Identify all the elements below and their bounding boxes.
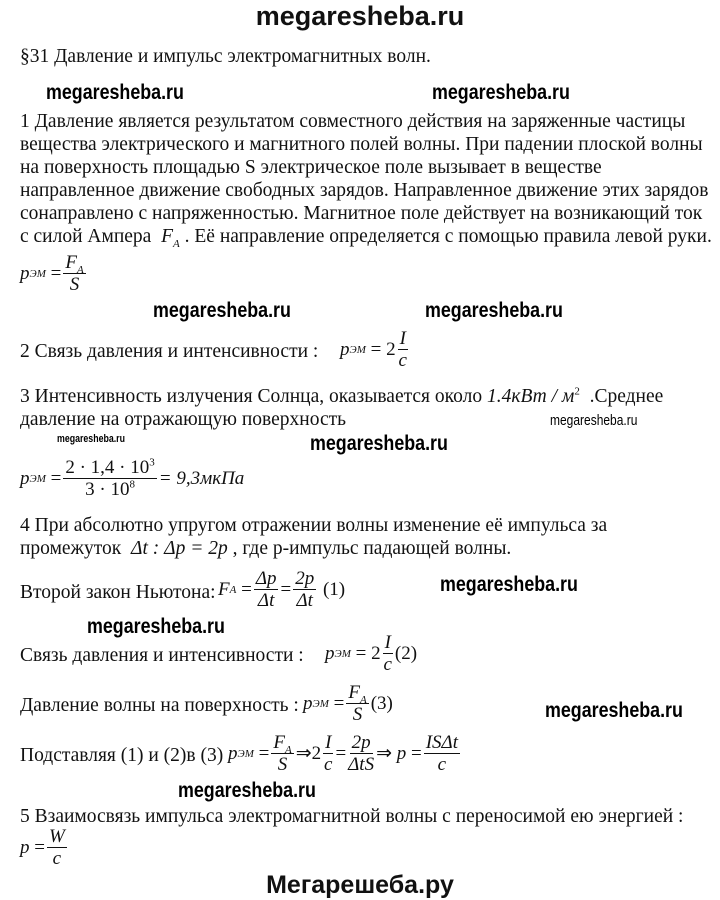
- formula-momentum-energy: p = $\frac{W}{c}$: [20, 826, 65, 869]
- item-5-text: 5 Взаимосвязь импульса электромагнитной волны с переносимой ею энергией :: [20, 806, 684, 827]
- formula-newton: F A = $\frac{\Delta p}{\Delta t}$ = $\frac{2p}{\Delta t}$ (1): [218, 568, 346, 611]
- item-3-line-1: 3 Интенсивность излучения Солнца, оказывается около $1.4кВт / м^2$ .Среднее: [20, 385, 664, 407]
- item-2-text: 2 Связь давления и интенсивности :: [20, 341, 319, 362]
- watermark: megaresheba.ru: [87, 615, 225, 638]
- watermark: megaresheba.ru: [178, 779, 316, 802]
- section-title: §31 Давление и импульс электромагнитных волн.: [20, 46, 431, 67]
- watermark: megaresheba.ru: [432, 81, 570, 104]
- watermark: megaresheba.ru: [57, 433, 125, 445]
- watermark: megaresheba.ru: [46, 81, 184, 104]
- press-label: Давление волны на поверхность :: [20, 695, 299, 716]
- item-3-line-2: давление на отражающую поверхность: [20, 409, 347, 430]
- paragraph-1: 1 Давление является результатом совместного действия на заряженные частицы вещества электрического и магнитного полей волны. При падении плоской волны на поверхность площадью S электрическое поле вызывает в веществе направленное движение свободных зарядов. Направленное движение этих зарядов сонаправлено с напряженностью. Магнитное поле действует на возникающий ток с силой Ампера $F_A$ . Её направление определяется с помощью правила левой руки.: [20, 111, 712, 250]
- formula-sun-pressure: p ЭМ = $\frac{2 \cdot 1,4 \cdot 10^3}{3 \cdot 10^8}$ = 9,3мкПа: [20, 456, 245, 500]
- formula-subst: p ЭМ = $\frac{F_A}{S}$ ⇒ 2 $\frac{I}{c}$ = $\frac{2p}{\text{ΔtS}}$ ⇒ p = $\frac{\text{ISΔt}}{c}$: [228, 732, 458, 775]
- formula-pressure: p ЭМ = $\frac{F_A}{S}$: [20, 252, 84, 295]
- subst-label: Подставляя (1) и (2)в (3): [20, 745, 224, 766]
- item-4-line-1: 4 При абсолютно упругом отражении волны изменение её импульса за: [20, 515, 608, 536]
- site-header: megaresheba.ru: [255, 1, 465, 31]
- formula-press: p ЭМ = $\frac{F_A}{S}$ (3): [303, 682, 393, 725]
- watermark: megaresheba.ru: [440, 573, 578, 596]
- watermark: megaresheba.ru: [153, 299, 291, 322]
- watermark: megaresheba.ru: [310, 432, 448, 455]
- watermark: megaresheba.ru: [545, 699, 683, 722]
- watermark: megaresheba.ru: [425, 299, 563, 322]
- formula-link: p ЭМ = 2 $\frac{I}{c}$ (2): [325, 632, 418, 675]
- link-label: Связь давления и интенсивности :: [20, 645, 304, 666]
- site-footer: Мегарешеба.ру: [266, 871, 454, 899]
- item-4-line-2: промежуток Δt : Δp = 2p , где p-импульс падающей волны.: [20, 538, 512, 559]
- newton-label: Второй закон Ньютона:: [20, 582, 216, 603]
- formula-intensity: p ЭМ = 2 $\frac{I}{c}$: [340, 328, 407, 371]
- watermark: megaresheba.ru: [550, 412, 638, 429]
